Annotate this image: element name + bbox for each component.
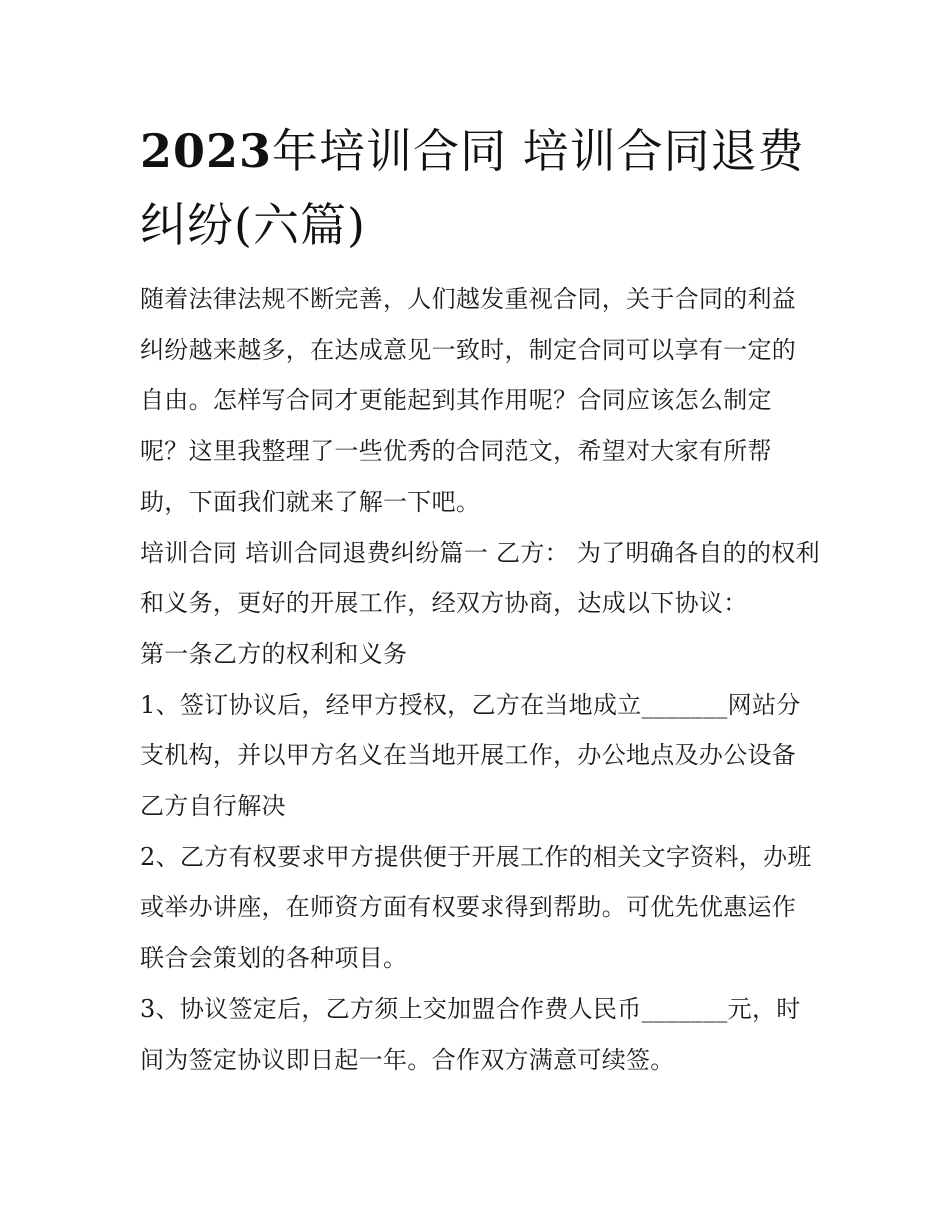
document-title xyxy=(140,114,820,262)
article-heading: 第一条乙方的权利和义务 xyxy=(140,639,408,668)
clause-1: 1、签订协议后，经甲方授权，乙方在当地成立_______网站分支机构，并以甲方名义在当地开展工作，办公地点及办公设备乙方自行解决 xyxy=(140,690,801,821)
contract-preamble: 培训合同 培训合同退费纠纷篇一 乙方： 为了明确各自的的权利和义务，更好的开展工作，经双方协商，达成以下协议： xyxy=(140,538,820,618)
intro-paragraph: 随着法律法规不断完善，人们越发重视合同，关于合同的利益纠纷越来越多，在达成意见一致时，制定合同可以享有一定的自由。怎样写合同才更能起到其作用呢？合同应该怎么制定呢？这里我整理了一些优秀的合同范文，希望对大家有所帮助，下面我们就来了解一下吧。 xyxy=(140,285,797,516)
clause-2: 2、乙方有权要求甲方提供便于开展工作的相关文字资料，办班或举办讲座，在师资方面有权要求得到帮助。可优先优惠运作联合会策划的各种项目。 xyxy=(140,842,812,973)
document-body xyxy=(140,274,820,1085)
clause-3: 3、协议签定后，乙方须上交加盟合作费人民币_______元，时间为签定协议即日起一年。合作双方满意可续签。 xyxy=(140,994,801,1074)
title-text: 年培训合同 培训合同退费纠纷(六篇) xyxy=(140,124,805,252)
title-year: 2023 xyxy=(140,124,273,178)
document-page xyxy=(140,114,820,1085)
